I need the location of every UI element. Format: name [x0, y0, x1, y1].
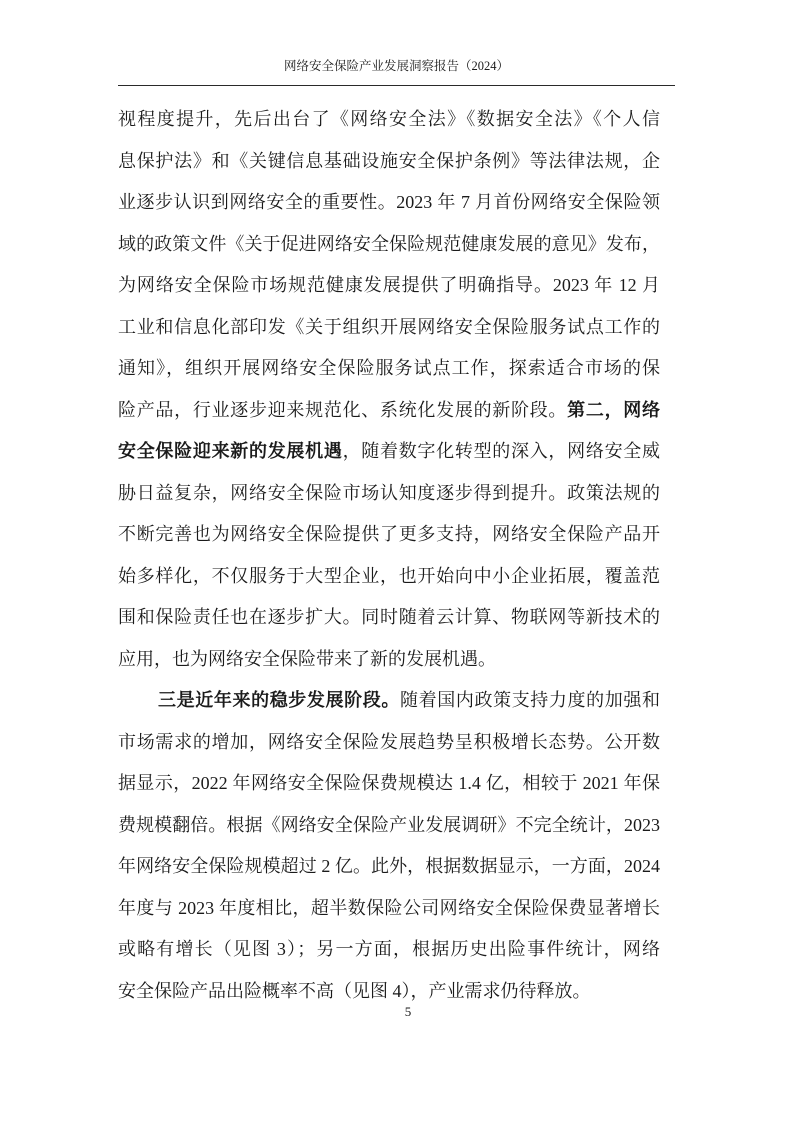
text-line: 安全保险产品出险概率不高（见图 4），产业需求仍待释放。	[118, 980, 591, 1001]
text-line: 胁日益复杂，网络安全保险市场认知度逐步得到提升。政策法规的	[118, 482, 660, 503]
text-line	[118, 680, 660, 722]
text-line: 工业和信息化部印发《关于组织开展网络安全保险服务试点工作的	[118, 316, 660, 337]
bold-heading-text: 第二，网络	[567, 399, 660, 420]
body-text	[118, 99, 660, 1012]
line-text: 险产品，行业逐步迎来规范化、系统化发展的新阶段。	[118, 399, 568, 420]
header-divider	[118, 85, 675, 86]
text-line: 年度与 2023 年度相比，超半数保险公司网络安全保险保费显著增长	[118, 897, 660, 918]
text-line: 年网络安全保险规模超过 2 亿。此外，根据数据显示，一方面，2024	[118, 856, 660, 876]
text-line: 息保护法》和《关键信息基础设施安全保护条例》等法律法规，企	[118, 150, 660, 171]
text-line: 始多样化，不仅服务于大型企业，也开始向中小企业拓展，覆盖范	[118, 565, 660, 586]
text-line: 为网络安全保险市场规范健康发展提供了明确指导。2023 年 12 月	[118, 275, 660, 295]
text-line: 域的政策文件《关于促进网络安全保险规范健康发展的意见》发布，	[118, 233, 660, 254]
running-header: 网络安全保险产业发展洞察报告（2024）	[283, 59, 509, 73]
bold-heading-text: 安全保险迎来新的发展机遇	[118, 441, 343, 461]
line-text: ，随着数字化转型的深入，网络安全威	[342, 441, 661, 461]
text-line: 据显示，2022 年网络安全保险保费规模达 1.4 亿，相较于 2021 年保	[118, 773, 660, 793]
text-line: 应用，也为网络安全保险带来了新的发展机遇。	[118, 648, 496, 669]
text-line: 通知》，组织开展网络安全保险服务试点工作，探索适合市场的保	[118, 358, 660, 378]
bold-heading-text: 三是近年来的稳步发展阶段。	[158, 690, 400, 710]
text-line: 围和保险责任也在逐步扩大。同时随着云计算、物联网等新技术的	[118, 607, 660, 627]
text-line: 或略有增长（见图 3）；另一方面，根据历史出险事件统计，网络	[118, 939, 660, 959]
text-line: 业逐步认识到网络安全的重要性。2023 年 7 月首份网络安全保险领	[118, 192, 660, 212]
line-text: 随着国内政策支持力度的加强和	[400, 690, 660, 710]
text-line	[118, 431, 660, 473]
text-line: 费规模翻倍。根据《网络安全保险产业发展调研》不完全统计，2023	[118, 814, 660, 835]
page-number: 5	[404, 1004, 412, 1019]
text-line: 视程度提升，先后出台了《网络安全法》《数据安全法》《个人信	[118, 109, 660, 129]
text-line: 市场需求的增加，网络安全保险发展趋势呈积极增长态势。公开数	[118, 731, 660, 752]
text-line	[118, 390, 660, 432]
text-line: 不断完善也为网络安全保险提供了更多支持，网络安全保险产品开	[118, 524, 660, 544]
